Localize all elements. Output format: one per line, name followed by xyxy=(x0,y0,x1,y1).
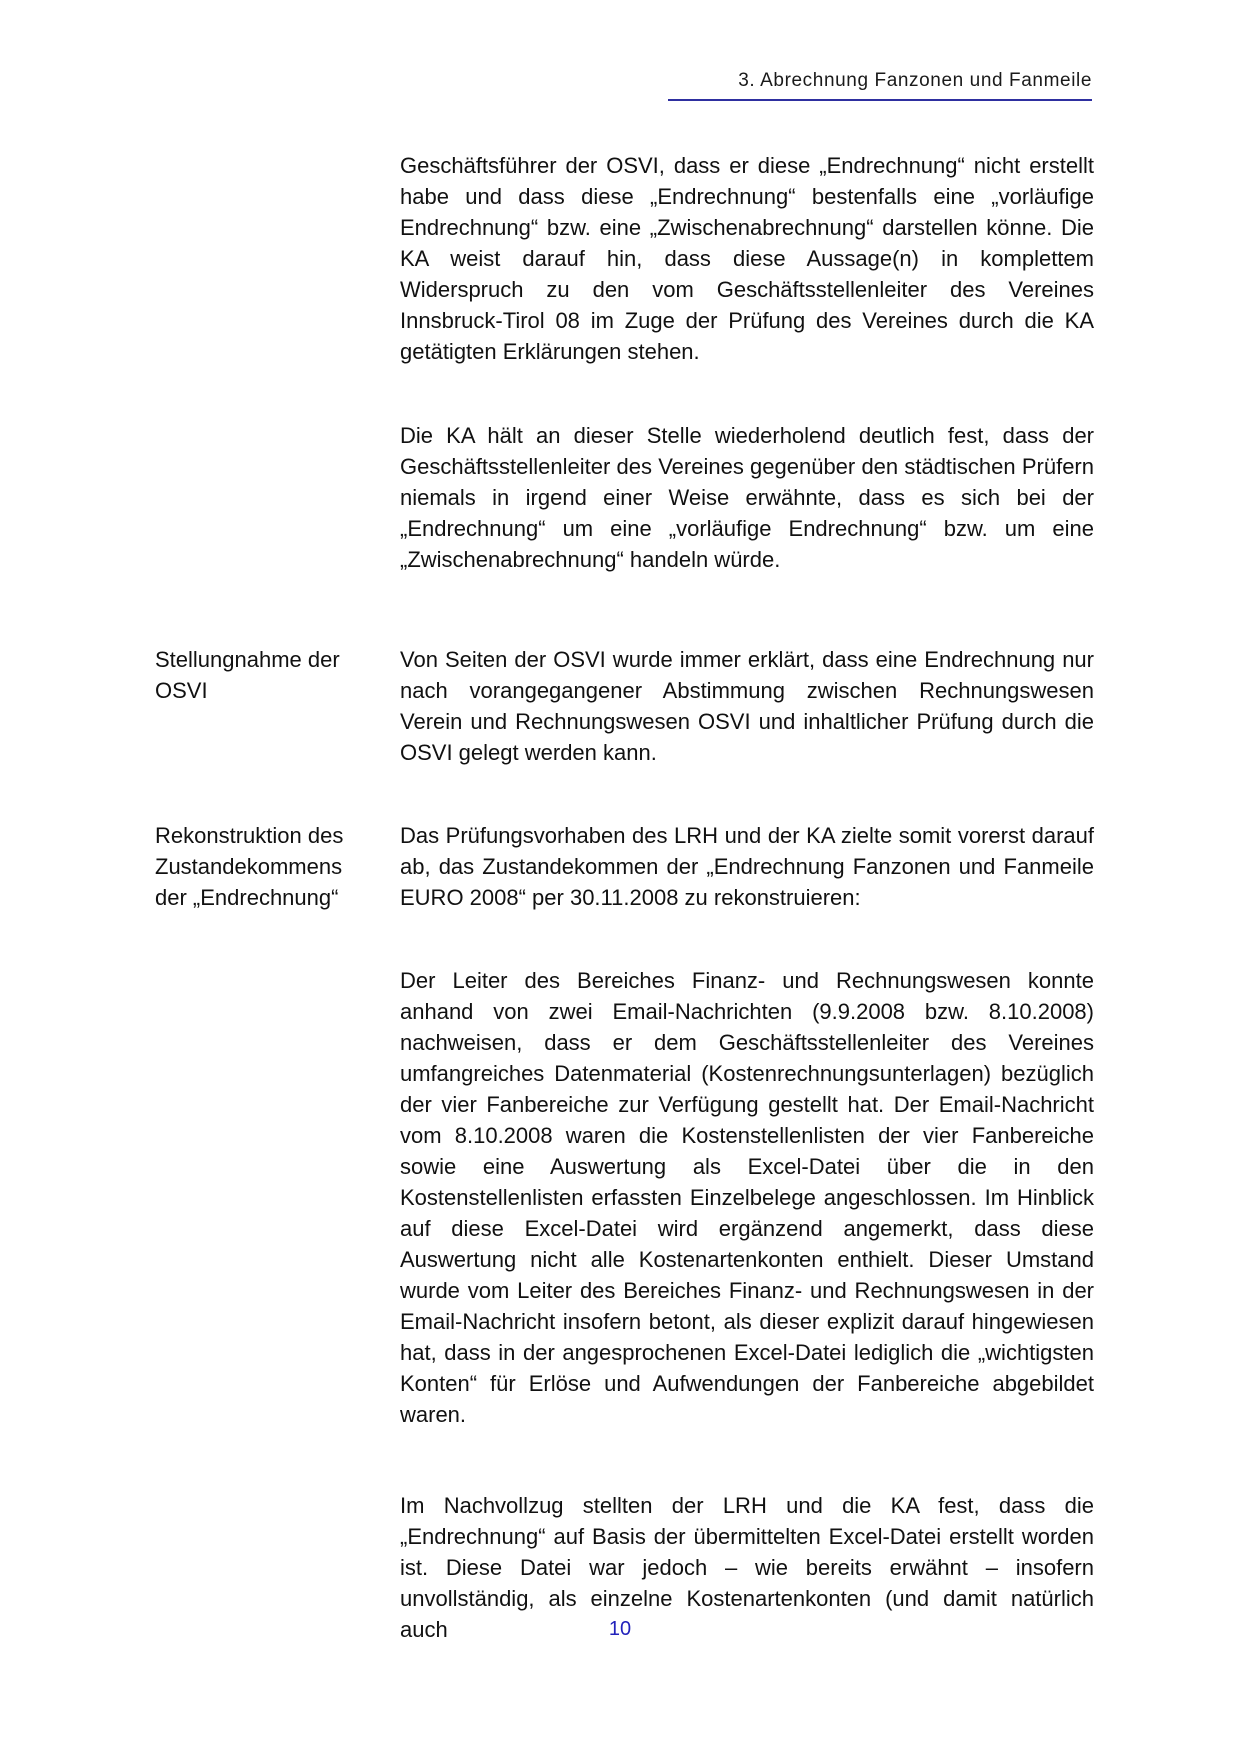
margin-label-line: Rekonstruktion des xyxy=(155,823,344,848)
paragraph-5: Der Leiter des Bereiches Finanz- und Rechnungswesen konnte anhand von zwei Email-Nachrichten (9.9.2008 bzw. 8.10.2008) nachweisen, dass er dem Geschäftsstellenleiter des Vereines umfangreiches Datenmaterial (Kostenrechnungsunterlagen) bezüglich der vier Fanbereiche zur Verfügung gestellt hat. Der Email-Nachricht vom 8.10.2008 waren die Kostenstellenlisten der vier Fanbereiche sowie eine Auswertung als Excel-Datei über die in den Kostenstellenlisten erfassten Einzelbelege angeschlossen. Im Hinblick auf diese Excel-Datei wird ergänzend angemerkt, dass diese Auswertung nicht alle Kostenartenkonten enthielt. Dieser Umstand wurde vom Leiter des Bereiches Finanz- und Rechnungswesen in der Email-Nachricht insofern betont, als dieser explizit darauf hingewiesen hat, dass in der angesprochenen Excel-Datei lediglich die „wichtigsten Konten“ für Erlöse und Aufwendungen der Fanbereiche abgebildet waren. xyxy=(400,968,1094,1427)
paragraph-6: Im Nachvollzug stellten der LRH und die KA fest, dass die „Endrechnung“ auf Basis der übermittelten Excel-Datei erstellt worden ist. Diese Datei war jedoch – wie bereits erwähnt – insofern unvollständig, als einzelne Kostenartenkonten (und damit natürlich auch xyxy=(400,1493,1094,1642)
paragraph-4: Das Prüfungsvorhaben des LRH und der KA zielte somit vorerst darauf ab, das Zustandekommen der „Endrechnung Fanzonen und Fanmeile EURO 2008“ per 30.11.2008 zu rekonstruieren: xyxy=(400,823,1094,910)
paragraph-3: Von Seiten der OSVI wurde immer erklärt, dass eine Endrechnung nur nach vorangegangener Abstimmung zwischen Rechnungswesen Verein und Rechnungswesen OSVI und inhaltlicher Prüfung durch die OSVI gelegt werden kann. xyxy=(400,647,1094,765)
page-number: 10 xyxy=(608,1618,632,1640)
paragraph-1: Geschäftsführer der OSVI, dass er diese „Endrechnung“ nicht erstellt habe und dass diese „Endrechnung“ bestenfalls eine „vorläufige Endrechnung“ bzw. eine „Zwischenabrechnung“ darstellen könne. Die KA weist darauf hin, dass diese Aussage(n) in komplettem Widerspruch zu den vom Geschäftsstellenleiter des Vereines Innsbruck-Tirol 08 im Zuge der Prüfung des Vereines durch die KA getätigten Erklärungen stehen. xyxy=(400,153,1094,364)
running-header-title: 3. Abrechnung Fanzonen und Fanmeile xyxy=(738,70,1092,91)
margin-label-line: Zustandekommens xyxy=(155,854,343,879)
paragraph-2: Die KA hält an dieser Stelle wiederholend deutlich fest, dass der Geschäftsstellenleiter des Vereines gegenüber den städtischen Prüfern niemals in irgend einer Weise erwähnte, dass es sich bei der „Endrechnung“ um eine „vorläufige Endrechnung“ bzw. um eine „Zwischenabrechnung“ handeln würde. xyxy=(400,423,1094,572)
margin-label-rekonstruktion xyxy=(155,820,355,913)
margin-label-line: der „Endrechnung“ xyxy=(155,885,339,910)
margin-label-stellungnahme xyxy=(155,644,355,706)
header-rule xyxy=(668,99,1092,101)
margin-label-line: Stellungnahme der xyxy=(155,647,340,672)
margin-label-line: OSVI xyxy=(155,678,208,703)
